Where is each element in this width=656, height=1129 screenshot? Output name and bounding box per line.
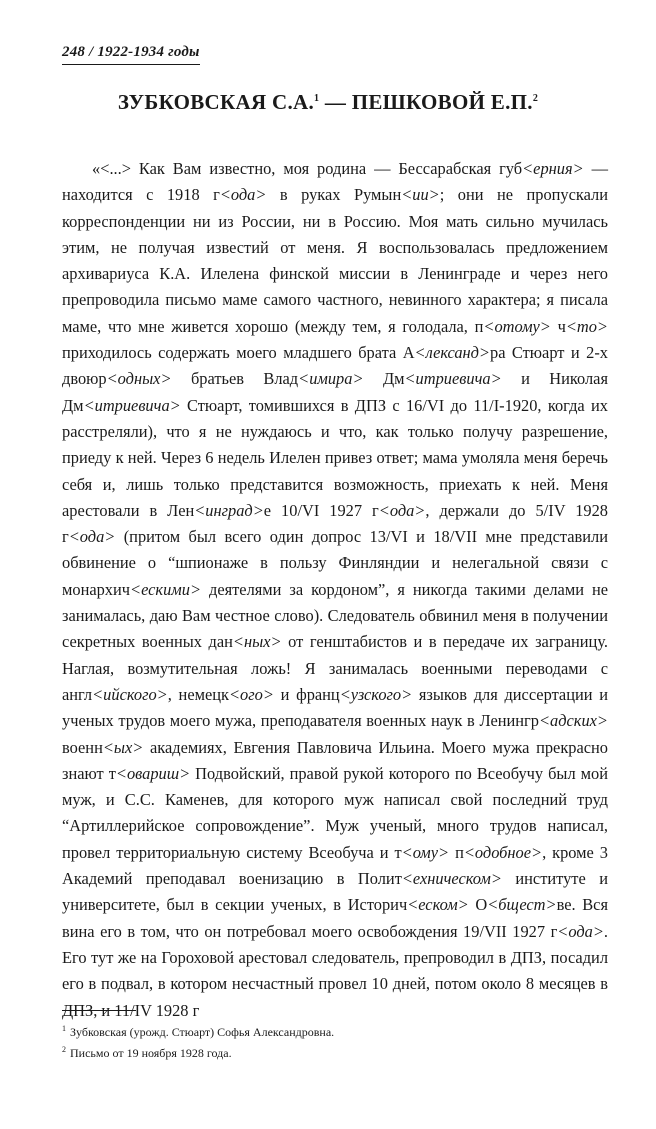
body-segment: Стюарт, томившихся в ДПЗ с 16/VI до 11/I-1920, когда их расстреляли), что я не нуждаюсь и что, как только получу разрешение, приеду к ней. Через 6 недель Илелен привез ответ; мама умоляла меня беречь себя и, лишь только представится возможность, приехать к ней. Меня арестовали в Лен bbox=[62, 395, 608, 520]
body-segment: . Его тут же на Гороховой арестовал следователь, препроводил в ДПЗ, посадил его в подвал, в котором несчастный провел 10 дней, потом около 8 месяцев в ДПЗ, и 11/IV 1928 г bbox=[62, 921, 608, 1020]
title-footnote-mark-1: 1 bbox=[314, 93, 320, 104]
footnote-2 bbox=[62, 1041, 608, 1062]
body-italic: <ескими> bbox=[130, 579, 202, 599]
footnote-text: Письмо от 19 ноября 1928 года. bbox=[70, 1046, 232, 1060]
body-segment: ра Стюарт и 2-х двоюр bbox=[62, 343, 608, 389]
body-italic: <лександ> bbox=[414, 343, 490, 363]
body-segment: Подвойский, правой рукой которого по Всеобучу был мой муж, и С.С. Каменев, для которого муж написал свой последний труд “Артиллерийское сопровождение”. Муж ученый, много трудов написал, провел территориальную систему Всеобуча и т bbox=[62, 763, 608, 862]
body-italic: <ого> bbox=[228, 684, 274, 704]
body-italic: <ода> bbox=[219, 185, 267, 205]
body-italic: <ода> bbox=[557, 921, 604, 941]
body-italic: <итриевича> bbox=[404, 369, 502, 389]
body-italic: <одобное> bbox=[463, 842, 543, 862]
body-italic: <узского> bbox=[339, 684, 413, 704]
footnote-1 bbox=[62, 1020, 608, 1041]
body-segment: институте и университете, был в секции ученых, в Историч bbox=[62, 869, 608, 915]
body-segment: О bbox=[468, 895, 488, 915]
body-italic: <ийского> bbox=[92, 684, 168, 704]
body-segment: ; они не пропускали корреспонденции ни из России, ни в Россию. Моя мать сильно мучилась этим, не получая известий от меня. Я воспользовалась предложением архивариуса К.А. Илелена финской миссии в Ленинграде и через него препроводила письмо маме самого частного, невинного характера; я писала маме, что мне живется хорошо (между тем, я голодала, п bbox=[62, 185, 608, 336]
body-segment: п bbox=[449, 842, 464, 862]
body-segment: приходилось содержать моего младшего брата А bbox=[62, 343, 415, 363]
body-segment: ве. Вся вина его в том, что он потребовал моего освобождения 19/VII 1927 г bbox=[62, 895, 608, 941]
body-italic: <ому> bbox=[401, 842, 450, 862]
body-italic: <ых> bbox=[102, 737, 144, 757]
footnotes bbox=[62, 1020, 608, 1062]
body-italic: <ода> bbox=[378, 500, 426, 520]
body-italic: <инград> bbox=[194, 500, 264, 520]
body-italic: <итриевича> bbox=[83, 395, 181, 415]
body-segment: братьев Влад bbox=[171, 369, 299, 389]
title-footnote-mark-2: 2 bbox=[532, 93, 539, 104]
body-segment: от генштабистов и в передаче их заграницу. Наглая, возмутительная ложь! Я занималась военными переводами с англ bbox=[62, 632, 608, 704]
title-text: ЗУБКОВСКАЯ С.А. bbox=[117, 90, 315, 114]
body-segment: е 10/VI 1927 г bbox=[263, 500, 379, 520]
running-head: 248 / 1922-1934 годы bbox=[62, 44, 200, 65]
footnote-text: Зубковская (урожд. Стюарт) Софья Александровна. bbox=[70, 1025, 335, 1039]
body-segment: «<...> Как Вам известно, моя родина — Бессарабская губ bbox=[92, 159, 523, 178]
body-italic: <адских> bbox=[538, 711, 608, 731]
body-italic: <еском> bbox=[407, 895, 469, 915]
body-segment: ч bbox=[550, 316, 566, 336]
body-italic: <отому> bbox=[483, 316, 551, 336]
body-italic: <ода> bbox=[68, 527, 116, 547]
body-segment: деятелями за кордоном”, я никогда такими делами не занималась, даю Вам честное слово). Следователь обвинил меня в получении секретных военных дан bbox=[62, 579, 608, 652]
body-segment: (притом был всего один допрос 13/VI и 18/VII мне представили обвинение о “шпионаже в пользу Финляндии и нелегальной связи с монархич bbox=[62, 527, 608, 599]
title-text-second: — ПЕШКОВОЙ Е.П. bbox=[319, 90, 533, 114]
body-segment: , немецк bbox=[167, 684, 229, 704]
body-italic: <одных> bbox=[106, 369, 172, 389]
footnote-divider bbox=[62, 1010, 136, 1011]
document-title bbox=[0, 90, 656, 115]
footnote-mark: 1 bbox=[62, 1024, 66, 1033]
body-segment: в руках Румын bbox=[266, 185, 402, 205]
body-italic: <бщест> bbox=[487, 895, 557, 915]
letter-body bbox=[62, 156, 608, 1024]
body-italic: <ехническом> bbox=[401, 869, 502, 889]
footnote-mark: 2 bbox=[62, 1045, 66, 1054]
body-italic: <ии> bbox=[401, 185, 440, 205]
body-italic: <ерния> bbox=[522, 159, 584, 178]
body-italic: <то> bbox=[565, 316, 608, 336]
body-italic: <имира> bbox=[298, 369, 364, 389]
body-segment: , кроме 3 Академий преподавал военизацию в Полит bbox=[62, 842, 608, 889]
body-italic: <овариш> bbox=[115, 763, 191, 783]
body-italic: <ных> bbox=[232, 632, 282, 652]
body-segment: академиях, Евгения Павловича Ильина. Моего мужа прекрасно знают т bbox=[62, 737, 608, 783]
body-segment: языков для диссертации и ученых трудов моего мужа, преподавателя военных наук в Ленингр bbox=[62, 684, 608, 731]
body-segment: , держали до 5/IV 1928 г bbox=[62, 500, 609, 547]
body-segment: — находится с 1918 г bbox=[62, 159, 608, 205]
body-segment: и франц bbox=[273, 684, 340, 704]
body-segment: Дм bbox=[363, 369, 405, 389]
body-segment: и Николая Дм bbox=[62, 369, 608, 415]
body-segment: военн bbox=[62, 737, 103, 757]
